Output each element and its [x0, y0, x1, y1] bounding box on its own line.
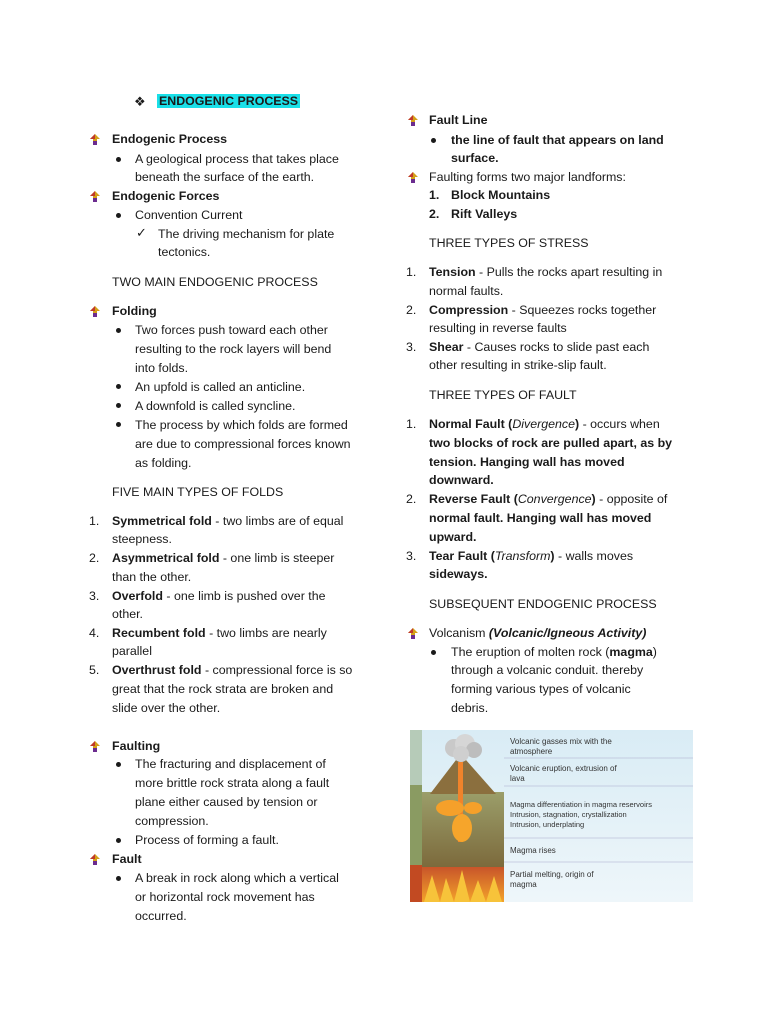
- text-line: resulting in reverse faults: [429, 321, 567, 335]
- list-number: 2.: [89, 551, 100, 565]
- text-line: beneath the surface of the earth.: [135, 170, 315, 184]
- text-line: parallel: [112, 644, 152, 658]
- endogenic-forces-heading: Endogenic Forces: [112, 189, 220, 203]
- text-line: other resulting in strike-slip fault.: [429, 358, 607, 372]
- bullet-dot: [116, 328, 121, 333]
- text-line: The fracturing and displacement of: [135, 757, 326, 771]
- bullet-dot: [116, 403, 121, 408]
- section-heading: THREE TYPES OF STRESS: [429, 236, 589, 250]
- list-number: 2.: [429, 207, 440, 221]
- text-line: great that the rock strata are broken and: [112, 682, 334, 696]
- arrow-bullet-icon: [88, 133, 102, 147]
- arrow-bullet-icon: [88, 740, 102, 754]
- section-heading: FIVE MAIN TYPES OF FOLDS: [112, 485, 284, 499]
- volcanism-heading: Volcanism (Volcanic/Igneous Activity): [429, 626, 647, 640]
- list-number: 3.: [406, 549, 417, 563]
- section-heading: TWO MAIN ENDOGENIC PROCESS: [112, 275, 318, 289]
- text-line: as folding.: [135, 456, 192, 470]
- text-line: than the other.: [112, 570, 192, 584]
- text-line: resulting to the rock layers will bend: [135, 342, 332, 356]
- text-line: The driving mechanism for plate: [158, 227, 335, 241]
- fault-line-heading: Fault Line: [429, 113, 488, 127]
- text-line: The process by which folds are formed: [135, 418, 348, 432]
- folding-heading: Folding: [112, 304, 157, 318]
- bullet-dot: [116, 838, 121, 843]
- text-line: into folds.: [135, 361, 189, 375]
- list-item: Recumbent fold - two limbs are nearly: [112, 626, 327, 640]
- list-number: 2.: [406, 303, 417, 317]
- page-title: ENDOGENIC PROCESS: [159, 94, 299, 108]
- text-line: normal faults.: [429, 284, 504, 298]
- text-line: downward.: [429, 473, 494, 487]
- text-line: or horizontal rock movement has: [135, 890, 315, 904]
- list-item: Asymmetrical fold - one limb is steeper: [112, 551, 335, 565]
- text-line: A geological process that takes place: [135, 152, 339, 166]
- list-item: Tension - Pulls the rocks apart resulting in: [429, 265, 663, 279]
- bullet-dot: [116, 762, 121, 767]
- text-line: normal fault. Hanging wall has moved: [429, 511, 652, 525]
- fault-heading: Fault: [112, 852, 142, 866]
- list-item: Overfold - one limb is pushed over the: [112, 589, 326, 603]
- bullet-dot: [116, 384, 121, 389]
- volcanism-diagram: [410, 730, 693, 902]
- list-item: Rift Valleys: [451, 207, 518, 221]
- text-line: compression.: [135, 814, 209, 828]
- text-line: other.: [112, 607, 144, 621]
- text-line: occurred.: [135, 909, 187, 923]
- bullet-dot: [116, 213, 121, 218]
- text-line: two blocks of rock are pulled apart, as by: [429, 436, 673, 450]
- text-line: A downfold is called syncline.: [135, 399, 296, 413]
- arrow-bullet-icon: [88, 853, 102, 867]
- text-line: Convention Current: [135, 208, 243, 222]
- text-line: more brittle rock strata along a fault: [135, 776, 330, 790]
- bullet-dot: [116, 422, 121, 427]
- text-line: tension. Hanging wall has moved: [429, 455, 625, 469]
- text-line: Process of forming a fault.: [135, 833, 279, 847]
- text-line: are due to compressional forces known: [135, 437, 351, 451]
- list-item: Block Mountains: [451, 188, 551, 202]
- list-number: 1.: [406, 417, 417, 431]
- list-item: Tear Fault (Transform) - walls moves: [429, 549, 634, 563]
- text-line: debris.: [451, 701, 489, 715]
- bullet-dot: [116, 876, 121, 881]
- text-line: An upfold is called an anticline.: [135, 380, 306, 394]
- list-number: 4.: [89, 626, 100, 640]
- list-item: Compression - Squeezes rocks together: [429, 303, 657, 317]
- arrow-bullet-icon: [406, 627, 420, 641]
- section-heading: SUBSEQUENT ENDOGENIC PROCESS: [429, 597, 657, 611]
- text-line: surface.: [451, 151, 499, 165]
- list-number: 1.: [406, 265, 417, 279]
- figure-label: Volcanic gasses mix with the atmosphere: [510, 737, 612, 756]
- bullet-dot: [116, 157, 121, 162]
- list-item: Symmetrical fold - two limbs are of equal: [112, 514, 344, 528]
- faulting-heading: Faulting: [112, 739, 161, 753]
- arrow-bullet-icon: [88, 305, 102, 319]
- list-item: Overthrust fold - compressional force is so: [112, 663, 353, 677]
- arrow-bullet-icon: [88, 190, 102, 204]
- list-number: 1.: [429, 188, 440, 202]
- text-line: through a volcanic conduit. thereby: [451, 663, 644, 677]
- text-line: the line of fault that appears on land: [451, 133, 664, 147]
- text-line: Two forces push toward each other: [135, 323, 328, 337]
- figure-label: Volcanic eruption, extrusion of lava: [510, 764, 617, 783]
- bullet-dot: [431, 650, 436, 655]
- list-number: 3.: [406, 340, 417, 354]
- list-number: 5.: [89, 663, 100, 677]
- endogenic-process-heading: Endogenic Process: [112, 132, 227, 146]
- text-line: Faulting forms two major landforms:: [429, 170, 626, 184]
- text-line: forming various types of volcanic: [451, 682, 631, 696]
- list-item: Reverse Fault (Convergence) - opposite of: [429, 492, 668, 506]
- list-number: 1.: [89, 514, 100, 528]
- figure-label: Partial melting, origin of magma: [510, 870, 594, 889]
- text-line: slide over the other.: [112, 701, 221, 715]
- arrow-bullet-icon: [406, 171, 420, 185]
- figure-label: Magma differentiation in magma reservoirs Intrusion, stagnation, crystallization Intrusion, underplating: [510, 800, 653, 829]
- text-line: A break in rock along which a vertical: [135, 871, 339, 885]
- text-line: steepness.: [112, 532, 172, 546]
- arrow-bullet-icon: [406, 114, 420, 128]
- checkmark-icon: ✓: [136, 225, 147, 240]
- text-line: upward.: [429, 530, 477, 544]
- figure-label: Magma rises: [510, 846, 556, 855]
- list-number: 2.: [406, 492, 417, 506]
- list-item: Normal Fault (Divergence) - occurs when: [429, 417, 660, 431]
- section-heading: THREE TYPES OF FAULT: [429, 388, 577, 402]
- list-item: Shear - Causes rocks to slide past each: [429, 340, 650, 354]
- diamond-bullet-icon: ❖: [134, 94, 146, 109]
- text-line: plane either caused by tension or: [135, 795, 318, 809]
- text-line: The eruption of molten rock (magma): [451, 645, 657, 659]
- bullet-dot: [431, 138, 436, 143]
- text-line: tectonics.: [158, 245, 211, 259]
- list-number: 3.: [89, 589, 100, 603]
- text-line: sideways.: [429, 567, 488, 581]
